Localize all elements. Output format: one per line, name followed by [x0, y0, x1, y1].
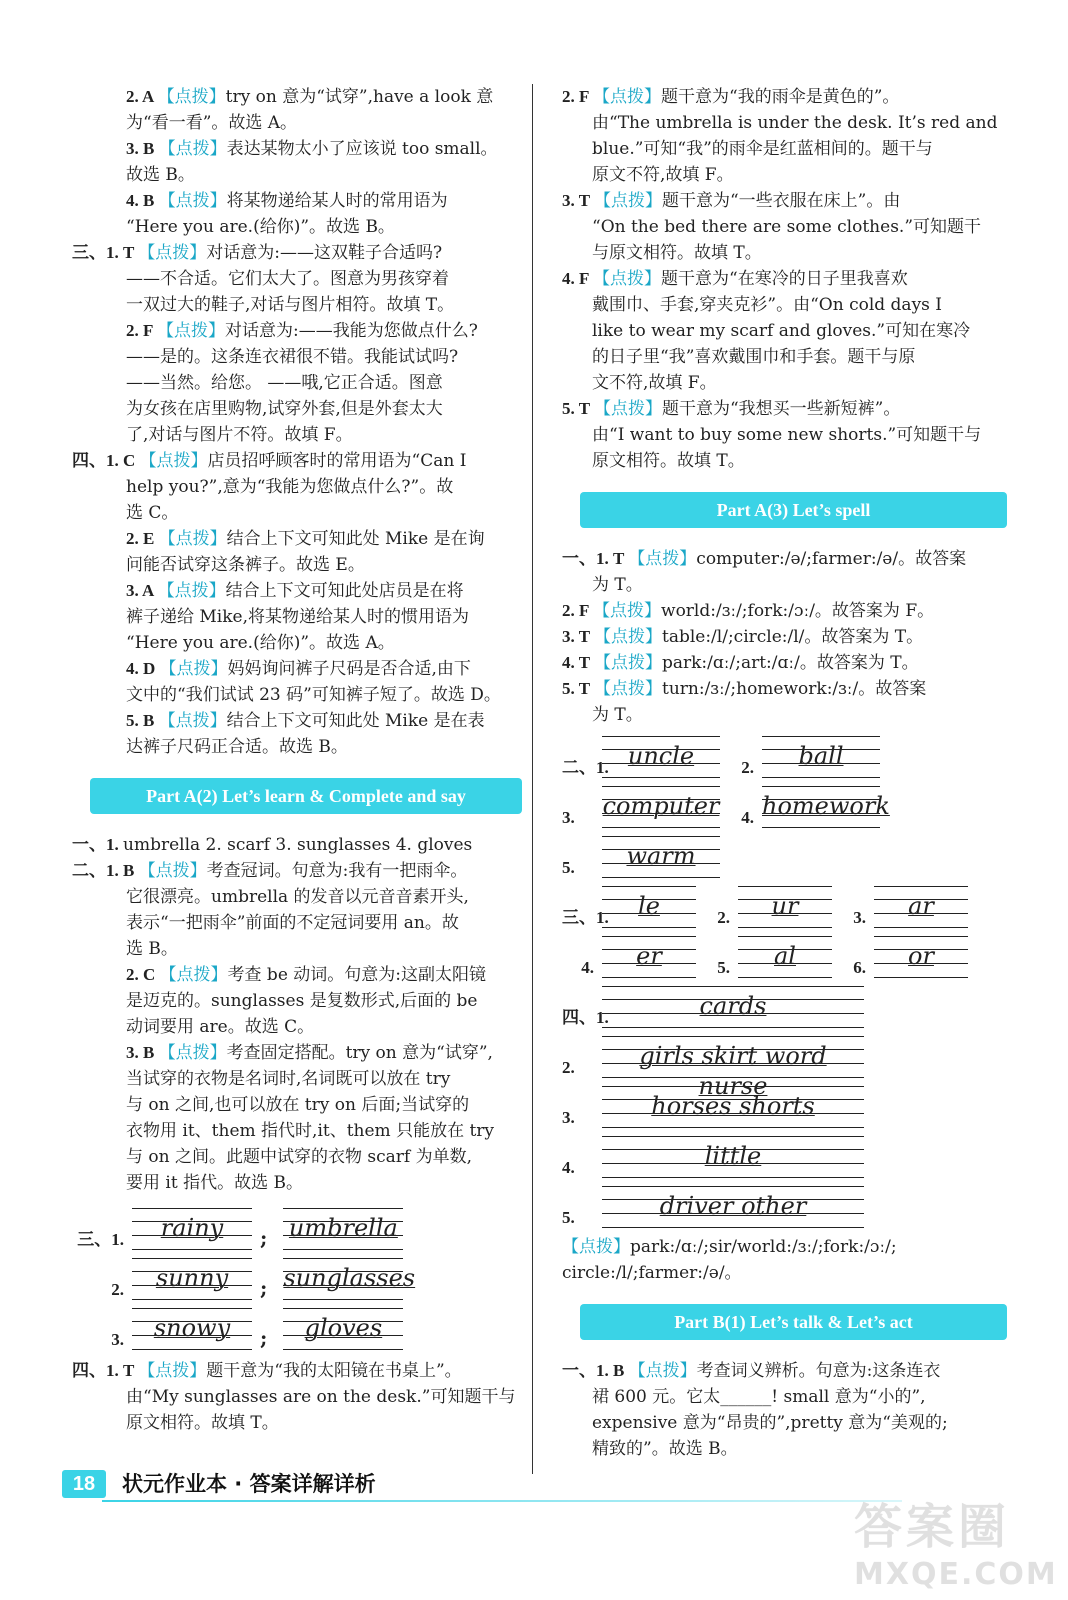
writing-row [72, 1250, 522, 1300]
answer-line [562, 624, 1007, 650]
answer-text: 了,对话与图片不符。故填 F。 [126, 425, 353, 445]
handwritten-answer: snowy [153, 1314, 231, 1342]
handwritten-answer: rainy [160, 1214, 224, 1242]
answer-line [72, 1092, 522, 1118]
answer-text: ——不合适。它们太大了。图意为男孩穿着 [126, 269, 449, 289]
hint-tag: 【点拨】 [593, 627, 662, 647]
answer-number: 4. F [562, 269, 594, 288]
answer-line [72, 1118, 522, 1144]
answer-number: 2. A [126, 87, 158, 106]
answer-text: 为“看一看”。故选 A。 [126, 113, 298, 133]
answer-text: 戴围巾、手套,穿夹克衫”。由“On cold days I [592, 295, 943, 315]
answer-line [72, 110, 522, 136]
answer-text: 考查词义辨析。句意为:这条连衣 [696, 1361, 941, 1381]
answer-line [72, 1384, 522, 1410]
answer-line [562, 546, 1007, 572]
item-number: 3. [562, 808, 575, 827]
answer-line [72, 526, 522, 552]
writing-row [562, 1028, 1007, 1100]
answer-number: 3. A [126, 581, 158, 600]
answer-line [562, 1358, 1007, 1384]
item-number: 2. [562, 1058, 575, 1077]
answer-line [72, 682, 522, 708]
answer-line [72, 1066, 522, 1092]
answer-text: 为 T。 [592, 575, 643, 595]
answer-line [72, 500, 522, 526]
answer-line [562, 344, 1007, 370]
hint-tag: 【点拨】 [593, 87, 662, 107]
four-line-box [874, 936, 968, 978]
writing-row [562, 778, 1007, 828]
answer-line [72, 910, 522, 936]
handwriting-exercise [72, 1200, 522, 1350]
hint-tag: 【点拨】 [158, 191, 227, 211]
answer-number: 一、1. B [562, 1361, 629, 1380]
answer-number: 2. F [562, 601, 594, 620]
answer-line [562, 110, 1007, 136]
answer-text: help you?”,意为“我能为您做点什么?”。故 [126, 477, 454, 497]
item-number: 5. [562, 858, 575, 877]
answer-text: 由“I want to buy some new shorts.”可知题干与 [592, 425, 982, 445]
answer-line [72, 214, 522, 240]
answer-text: 题干意为“我的雨伞是黄色的”。 [661, 87, 900, 107]
hint-tag: 【点拨】 [593, 653, 662, 673]
answer-line [72, 988, 522, 1014]
answer-line [562, 676, 1007, 702]
handwritten-answer: driver other [659, 1192, 807, 1220]
four-line-box [283, 1258, 416, 1300]
answer-number: 一、1. [72, 835, 123, 854]
handwritten-answer: sunglasses [283, 1264, 416, 1292]
handwritten-answer: gloves [304, 1314, 383, 1342]
answer-text: blue.”可知“我”的雨伞是红蓝相间的。题干与 [592, 139, 933, 159]
right-answers-section4 [562, 84, 1007, 474]
semicolon: ; [260, 1276, 268, 1300]
four-line-box [874, 886, 968, 928]
answer-text: 是迈克的。sunglasses 是复数形式,后面的 be [126, 991, 478, 1011]
answer-line [562, 266, 1007, 292]
item-number: 4. [562, 1158, 575, 1177]
answer-text: 题干意为“我的太阳镜在书桌上”。 [206, 1361, 462, 1381]
answer-text: 动词要用 are。故选 C。 [126, 1017, 315, 1037]
answer-line [72, 552, 522, 578]
writing-row [562, 978, 1007, 1028]
item-number: 5. [562, 1208, 575, 1227]
right-answers-spell [562, 546, 1007, 728]
answer-line [562, 650, 1007, 676]
answer-number: 3. B [126, 139, 159, 158]
answer-text: like to wear my scarf and gloves.”可知在寒冷 [592, 321, 971, 341]
answer-line [72, 240, 522, 266]
item-number: 5. [717, 958, 730, 977]
answer-line [72, 1014, 522, 1040]
answer-line [562, 318, 1007, 344]
section-banner-part-a3: Part A(3) Let’s spell [580, 492, 1007, 528]
answer-text: try on 意为“试穿”,have a look 意 [225, 87, 494, 107]
four-line-box [602, 886, 696, 928]
hint-tag: 【点拨】 [138, 1361, 207, 1381]
answer-text: 对话意为:——我能为您做点什么? [225, 321, 478, 341]
answer-text: 一双过大的鞋子,对话与图片相符。故填 T。 [126, 295, 455, 315]
answer-text: 选 B。 [126, 939, 178, 959]
semicolon: ; [260, 1326, 268, 1350]
answer-line [72, 708, 522, 734]
hint-tag: 【点拨】 [157, 321, 226, 341]
hint-tag: 【点拨】 [159, 965, 228, 985]
item-number: 3. [562, 1108, 575, 1127]
answer-text: 选 C。 [126, 503, 179, 523]
answer-text: 要用 it 指代。故选 B。 [126, 1173, 303, 1193]
answer-number: 四、1. T [72, 1361, 139, 1380]
item-number: 三、1. [562, 908, 609, 927]
answer-line [562, 396, 1007, 422]
answer-number: 5. T [562, 679, 594, 698]
right-column [562, 84, 1007, 1462]
handwritten-answer: cards [699, 992, 767, 1020]
item-number: 3. [111, 1330, 124, 1349]
answer-number: 5. B [126, 711, 159, 730]
item-number: 四、1. [562, 1008, 609, 1027]
answer-text: 由“My sunglasses are on the desk.”可知题干与 [126, 1387, 516, 1407]
handwritten-answer: warm [626, 842, 696, 870]
hint-tag: 【点拨】 [593, 679, 662, 699]
handwritten-answer: al [774, 942, 796, 970]
semicolon: ; [260, 1226, 268, 1250]
hint-tag: 【点拨】 [593, 191, 662, 211]
handwritten-answer: girls skirt word nurse [639, 1042, 827, 1100]
answer-text: circle:/l/;farmer:/ə/。 [562, 1263, 742, 1283]
four-line-box [602, 1136, 864, 1178]
answer-line [562, 1260, 1007, 1286]
answer-line [72, 474, 522, 500]
four-line-box [602, 936, 696, 978]
answer-number: 3. B [126, 1043, 159, 1062]
hint-tag: 【点拨】 [157, 87, 226, 107]
answer-text: 原文相符。故填 T。 [126, 1413, 279, 1433]
answer-line [72, 266, 522, 292]
answer-line [72, 630, 522, 656]
four-line-box [738, 886, 832, 928]
answer-number: 2. F [562, 87, 594, 106]
answer-line [72, 578, 522, 604]
item-number: 三、1. [77, 1230, 124, 1249]
answer-text: 由“The umbrella is under the desk. It’s red and [592, 113, 998, 133]
four-line-box [602, 986, 864, 1028]
answer-text: “Here you are.(给你)”。故选 B。 [126, 217, 395, 237]
handwritten-answer: ball [798, 742, 844, 770]
answer-line [562, 240, 1007, 266]
answer-line [72, 344, 522, 370]
hint-tag: 【点拨】 [138, 861, 207, 881]
left-answers-section4 [72, 1358, 522, 1436]
answer-line [72, 962, 522, 988]
answer-line [562, 214, 1007, 240]
four-line-box [738, 936, 832, 978]
handwritten-answer: homework [762, 792, 890, 820]
handwritten-answer: le [638, 892, 660, 920]
hint-tag: 【点拨】 [593, 601, 662, 621]
right-answers-spell-note [562, 1234, 1007, 1286]
right-answers-part-b1 [562, 1358, 1007, 1462]
item-number: 4. [741, 808, 754, 827]
answer-line [72, 188, 522, 214]
answer-line [562, 448, 1007, 474]
answer-number: 一、1. T [562, 549, 629, 568]
answer-text: “Here you are.(给你)”。故选 A。 [126, 633, 395, 653]
answer-text: turn:/ɜː/;homework:/ɜː/。故答案 [661, 679, 927, 699]
hint-tag: 【点拨】 [158, 139, 227, 159]
answer-line [562, 1436, 1007, 1462]
answer-text: 与 on 之间。此题中试穿的衣物 scarf 为单数, [126, 1147, 473, 1167]
writing-row [562, 1078, 1007, 1128]
handwritten-answer: computer [602, 792, 720, 820]
answer-text: 衣物用 it、them 指代时,it、them 只能放在 try [126, 1121, 495, 1141]
handwritten-answer: umbrella [288, 1214, 398, 1242]
answer-text: 与 on 之间,也可以放在 try on 后面;当试穿的 [126, 1095, 470, 1115]
answer-number: 三、1. T [72, 243, 139, 262]
hint-tag: 【点拨】 [159, 659, 228, 679]
hint-tag: 【点拨】 [158, 711, 227, 731]
answer-text: 妈妈询问裤子尺码是否合适,由下 [227, 659, 471, 679]
writing-row [562, 1128, 1007, 1178]
answer-text: 将某物递给某人时的常用语为 [226, 191, 448, 211]
handwritten-answer: ar [908, 892, 934, 920]
four-line-box [602, 786, 720, 828]
answer-number: 4. D [126, 659, 160, 678]
answer-text: computer:/ə/;farmer:/ə/。故答案 [696, 549, 967, 569]
answer-line [72, 162, 522, 188]
left-column [72, 84, 522, 1436]
answer-text: 结合上下文可知此处店员是在将 [225, 581, 464, 601]
answer-line [562, 598, 1007, 624]
answer-text: 结合上下文可知此处 Mike 是在表 [226, 711, 485, 731]
answer-text: 问能否试穿这条裤子。故选 E。 [126, 555, 365, 575]
left-answers-part-a1 [72, 84, 522, 760]
answer-text: 为女孩在店里购物,试穿外套,但是外套太大 [126, 399, 443, 419]
answer-text: 表达某物太小了应该说 too small。 [226, 139, 498, 159]
answer-line [72, 1410, 522, 1436]
answer-text: “On the bed there are some clothes.”可知题干 [592, 217, 982, 237]
answer-line [72, 396, 522, 422]
answer-text: park:/ɑː/;art:/ɑː/。故答案为 T。 [661, 653, 919, 673]
answer-text: table:/l/;circle:/l/。故答案为 T。 [661, 627, 924, 647]
four-line-box [602, 836, 720, 878]
answer-text: 原文不符,故填 F。 [592, 165, 734, 185]
answer-text: 考查 be 动词。句意为:这副太阳镜 [227, 965, 487, 985]
answer-text: 与原文相符。故填 T。 [592, 243, 762, 263]
answer-line [562, 188, 1007, 214]
answer-number: 4. T [562, 653, 594, 672]
section-banner-part-a2: Part A(2) Let’s learn & Complete and say [90, 778, 522, 814]
answer-line [562, 136, 1007, 162]
item-number: 2. [111, 1280, 124, 1299]
spell-writing-section3 [562, 878, 1007, 978]
answer-text: ——当然。给您。 ——哦,它正合适。图意 [126, 373, 443, 393]
answer-text: 表示“一把雨伞”前面的不定冠词要用 an。故 [126, 913, 459, 933]
handwritten-answer: er [636, 942, 662, 970]
answer-line [562, 1384, 1007, 1410]
four-line-box [762, 786, 890, 828]
handwritten-answer: sunny [155, 1264, 229, 1292]
answer-line [72, 318, 522, 344]
answer-line [72, 858, 522, 884]
handwritten-answer: ur [771, 892, 799, 920]
answer-number: 二、1. B [72, 861, 139, 880]
answer-text: world:/ɜː/;fork:/ɔː/。故答案为 F。 [661, 601, 935, 621]
item-number: 2. [741, 758, 754, 777]
writing-row [72, 1200, 522, 1250]
handwritten-answer: horses shorts [651, 1092, 815, 1120]
four-line-box [602, 1036, 864, 1100]
answer-text: 的日子里“我”喜欢戴围巾和手套。题干与原 [592, 347, 916, 367]
answer-line [72, 136, 522, 162]
item-number: 2. [717, 908, 730, 927]
answer-line [562, 84, 1007, 110]
writing-row [72, 1300, 522, 1350]
answer-line [562, 702, 1007, 728]
answer-line [72, 1040, 522, 1066]
writing-row [562, 1178, 1007, 1228]
left-answers-part-a2 [72, 832, 522, 1196]
hint-tag: 【点拨】 [593, 399, 662, 419]
answer-line [72, 734, 522, 760]
hint-tag: 【点拨】 [157, 581, 226, 601]
answer-text: 精致的”。故选 B。 [592, 1439, 738, 1459]
answer-line [72, 884, 522, 910]
answer-text: 裤子递给 Mike,将某物递给某人时的惯用语为 [126, 607, 470, 627]
answer-line [72, 84, 522, 110]
hint-tag: 【点拨】 [158, 1043, 227, 1063]
answer-text: park:/ɑː/;sir/world:/ɜː/;fork:/ɔː/; [630, 1237, 897, 1257]
answer-text: 为 T。 [592, 705, 643, 725]
four-line-box [602, 736, 720, 778]
answer-line [72, 1144, 522, 1170]
answer-text: 题干意为“在寒冷的日子里我喜欢 [661, 269, 908, 289]
answer-text: 结合上下文可知此处 Mike 是在询 [226, 529, 485, 549]
hint-tag: 【点拨】 [562, 1237, 630, 1257]
answer-line [72, 604, 522, 630]
item-number: 二、1. [562, 758, 609, 777]
writing-row [562, 828, 1007, 878]
handwritten-answer: or [908, 942, 934, 970]
answer-text: 文不符,故填 F。 [592, 373, 717, 393]
answer-text: 考查固定搭配。try on 意为“试穿”, [226, 1043, 493, 1063]
answer-line [562, 292, 1007, 318]
answer-line [562, 1234, 1007, 1260]
answer-text: 题干意为“一些衣服在床上”。由 [661, 191, 901, 211]
page-number: 18 [62, 1470, 106, 1498]
answer-text: 当试穿的衣物是名词时,名词既可以放在 try [126, 1069, 451, 1089]
answer-text: ——是的。这条连衣裙很不错。我能试试吗? [126, 347, 459, 367]
answer-number: 3. T [562, 191, 594, 210]
answer-line [72, 1358, 522, 1384]
answer-line [72, 832, 522, 858]
footer-rule [102, 1500, 902, 1502]
answer-text: 考查冠词。句意为:我有一把雨伞。 [206, 861, 468, 881]
four-line-box [132, 1208, 252, 1250]
answer-text: 题干意为“我想买一些新短裤”。 [661, 399, 901, 419]
answer-line [72, 1170, 522, 1196]
answer-text: 它很漂亮。umbrella 的发音以元音音素开头, [126, 887, 469, 907]
item-number: 4. [581, 958, 594, 977]
four-line-box [132, 1258, 252, 1300]
book-title: 状元作业本 · 答案详解详析 [122, 1472, 376, 1496]
answer-number: 3. T [562, 627, 594, 646]
answer-number: 四、1. C [72, 451, 140, 470]
hint-tag: 【点拨】 [628, 1361, 697, 1381]
answer-text: 文中的“我们试试 23 码”可知裤子短了。故选 D。 [126, 685, 501, 705]
answer-number: 4. B [126, 191, 159, 210]
hint-tag: 【点拨】 [628, 549, 697, 569]
answer-text: 店员招呼顾客时的常用语为“Can I [207, 451, 467, 471]
answer-number: 2. F [126, 321, 158, 340]
four-line-box [762, 736, 880, 778]
handwritten-answer: uncle [627, 742, 695, 770]
answer-text: expensive 意为“昂贵的”,pretty 意为“美观的; [592, 1413, 948, 1433]
answer-line [72, 292, 522, 318]
answer-text: 裙 600 元。它太______! small 意为“小的”, [592, 1387, 926, 1407]
handwritten-answer: little [704, 1142, 762, 1170]
section-banner-part-b1: Part B(1) Let’s talk & Let’s act [580, 1304, 1007, 1340]
four-line-box [602, 1086, 864, 1128]
four-line-box [283, 1308, 403, 1350]
answer-line [562, 572, 1007, 598]
answer-text: 原文相符。故填 T。 [592, 451, 745, 471]
four-line-box [602, 1186, 864, 1228]
hint-tag: 【点拨】 [139, 451, 208, 471]
answer-text: 对话意为:——这双鞋子合适吗? [206, 243, 443, 263]
answer-line [562, 370, 1007, 396]
answer-line [72, 422, 522, 448]
answer-line [562, 1410, 1007, 1436]
answer-text: 故选 B。 [126, 165, 195, 185]
hint-tag: 【点拨】 [158, 529, 227, 549]
answer-line [72, 936, 522, 962]
item-number: 3. [853, 908, 866, 927]
writing-row [562, 728, 1007, 778]
answer-text: 达裤子尺码正合适。故选 B。 [126, 737, 348, 757]
writing-row [562, 928, 1007, 978]
watermark-logo: 答案圈 MXQE.COM [854, 1499, 1058, 1592]
item-number: 6. [853, 958, 866, 977]
column-divider [532, 84, 533, 1474]
answer-line [72, 448, 522, 474]
answer-line [562, 162, 1007, 188]
four-line-box [132, 1308, 252, 1350]
writing-row [562, 878, 1007, 928]
four-line-box [283, 1208, 403, 1250]
spell-writing-section4 [562, 978, 1007, 1228]
answer-number: 2. C [126, 965, 160, 984]
answer-line [72, 656, 522, 682]
answer-line [562, 422, 1007, 448]
spell-writing-section2 [562, 728, 1007, 878]
answer-number: 5. T [562, 399, 594, 418]
hint-tag: 【点拨】 [593, 269, 662, 289]
answer-number: 2. E [126, 529, 159, 548]
hint-tag: 【点拨】 [138, 243, 207, 263]
answer-text: umbrella 2. scarf 3. sunglasses 4. gloves [123, 835, 473, 855]
answer-line [72, 370, 522, 396]
